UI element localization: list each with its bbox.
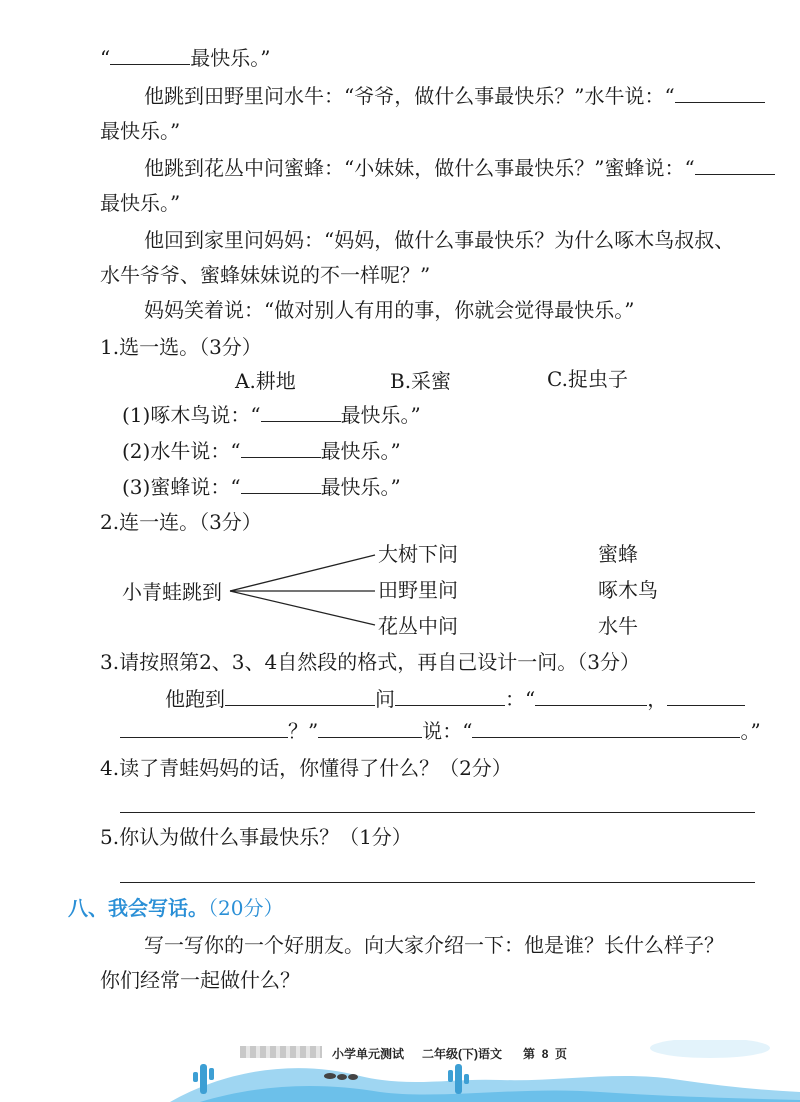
answer-blank[interactable] (667, 685, 745, 706)
q4-answer-line[interactable] (120, 812, 755, 813)
q2-place-2[interactable]: 田野里问 (378, 578, 458, 602)
footer-grade: 二年级(下)语文 (422, 1047, 502, 1061)
q1-item-3: (3)蜜蜂说：“ 最快乐。” (122, 475, 401, 499)
section-8-prompt-2: 你们经常一起做什么？ (100, 968, 300, 992)
footer-series: 小学单元测试 (332, 1047, 405, 1061)
section-8-prompt-1: 写一写你的一个好朋友。向大家介绍一下：他是谁？长什么样子？ (144, 933, 724, 957)
answer-blank[interactable] (120, 717, 288, 738)
answer-blank[interactable] (535, 685, 647, 706)
q3-line-2: ？” 说：“ 。” (120, 717, 761, 745)
blurred-logo (240, 1046, 322, 1058)
q1-title: 1.选一选。（3分） (100, 335, 262, 359)
q5-answer-line[interactable] (120, 882, 755, 883)
q1-item-2: (2)水牛说：“ 最快乐。” (122, 439, 401, 463)
connector-line (230, 591, 375, 625)
q2-source: 小青蛙跳到 (122, 580, 222, 604)
q5-title: 5.你认为做什么事最快乐？（1分） (100, 825, 412, 849)
cloud-icon (650, 1040, 770, 1058)
q2-place-3[interactable]: 花丛中问 (378, 614, 458, 638)
answer-blank[interactable] (395, 685, 505, 706)
connector-line (230, 555, 375, 591)
story-line-3: 最快乐。” (100, 119, 181, 143)
story-line-6: 他回到家里问妈妈：“妈妈，做什么事最快乐？为什么啄木鸟叔叔、 (144, 228, 735, 252)
story-line-7: 水牛爷爷、蜜蜂妹妹说的不一样呢？” (100, 263, 431, 287)
q1-option-c: C.捉虫子 (547, 367, 628, 391)
q2-animal-1[interactable]: 蜜蜂 (598, 542, 638, 566)
q1-option-b: B.采蜜 (390, 369, 452, 393)
q1-item-1: (1)啄木鸟说：“ 最快乐。” (122, 403, 421, 427)
q2-animal-3[interactable]: 水牛 (598, 614, 638, 638)
answer-blank[interactable] (318, 717, 422, 738)
q3-title: 3.请按照第2、3、4自然段的格式，再自己设计一问。（3分） (100, 650, 640, 674)
q2-title: 2.连一连。（3分） (100, 510, 262, 534)
story-line-1: “ 最快乐。” (100, 46, 271, 70)
answer-blank[interactable] (225, 685, 375, 706)
answer-blank[interactable] (472, 717, 740, 738)
section-8-heading: 八、我会写话。（20分） (68, 896, 284, 920)
story-line-5: 最快乐。” (100, 191, 181, 215)
q3-line-1: 他跑到 问 ：“ ， (165, 685, 745, 713)
q1-option-a: A.耕地 (235, 369, 296, 393)
story-line-4: 他跳到花丛中问蜜蜂：“小妹妹，做什么事最快乐？”蜜蜂说：“ (144, 154, 775, 182)
story-line-2: 他跳到田野里问水牛：“爷爷，做什么事最快乐？”水牛说：“ (144, 82, 765, 110)
story-line-8: 妈妈笑着说：“做对别人有用的事，你就会觉得最快乐。” (144, 298, 635, 322)
q4-title: 4.读了青蛙妈妈的话，你懂得了什么？（2分） (100, 756, 512, 780)
q2-place-1[interactable]: 大树下问 (378, 542, 458, 566)
q2-animal-2[interactable]: 啄木鸟 (598, 578, 658, 602)
footer-page: 第 8 页 (523, 1047, 568, 1061)
